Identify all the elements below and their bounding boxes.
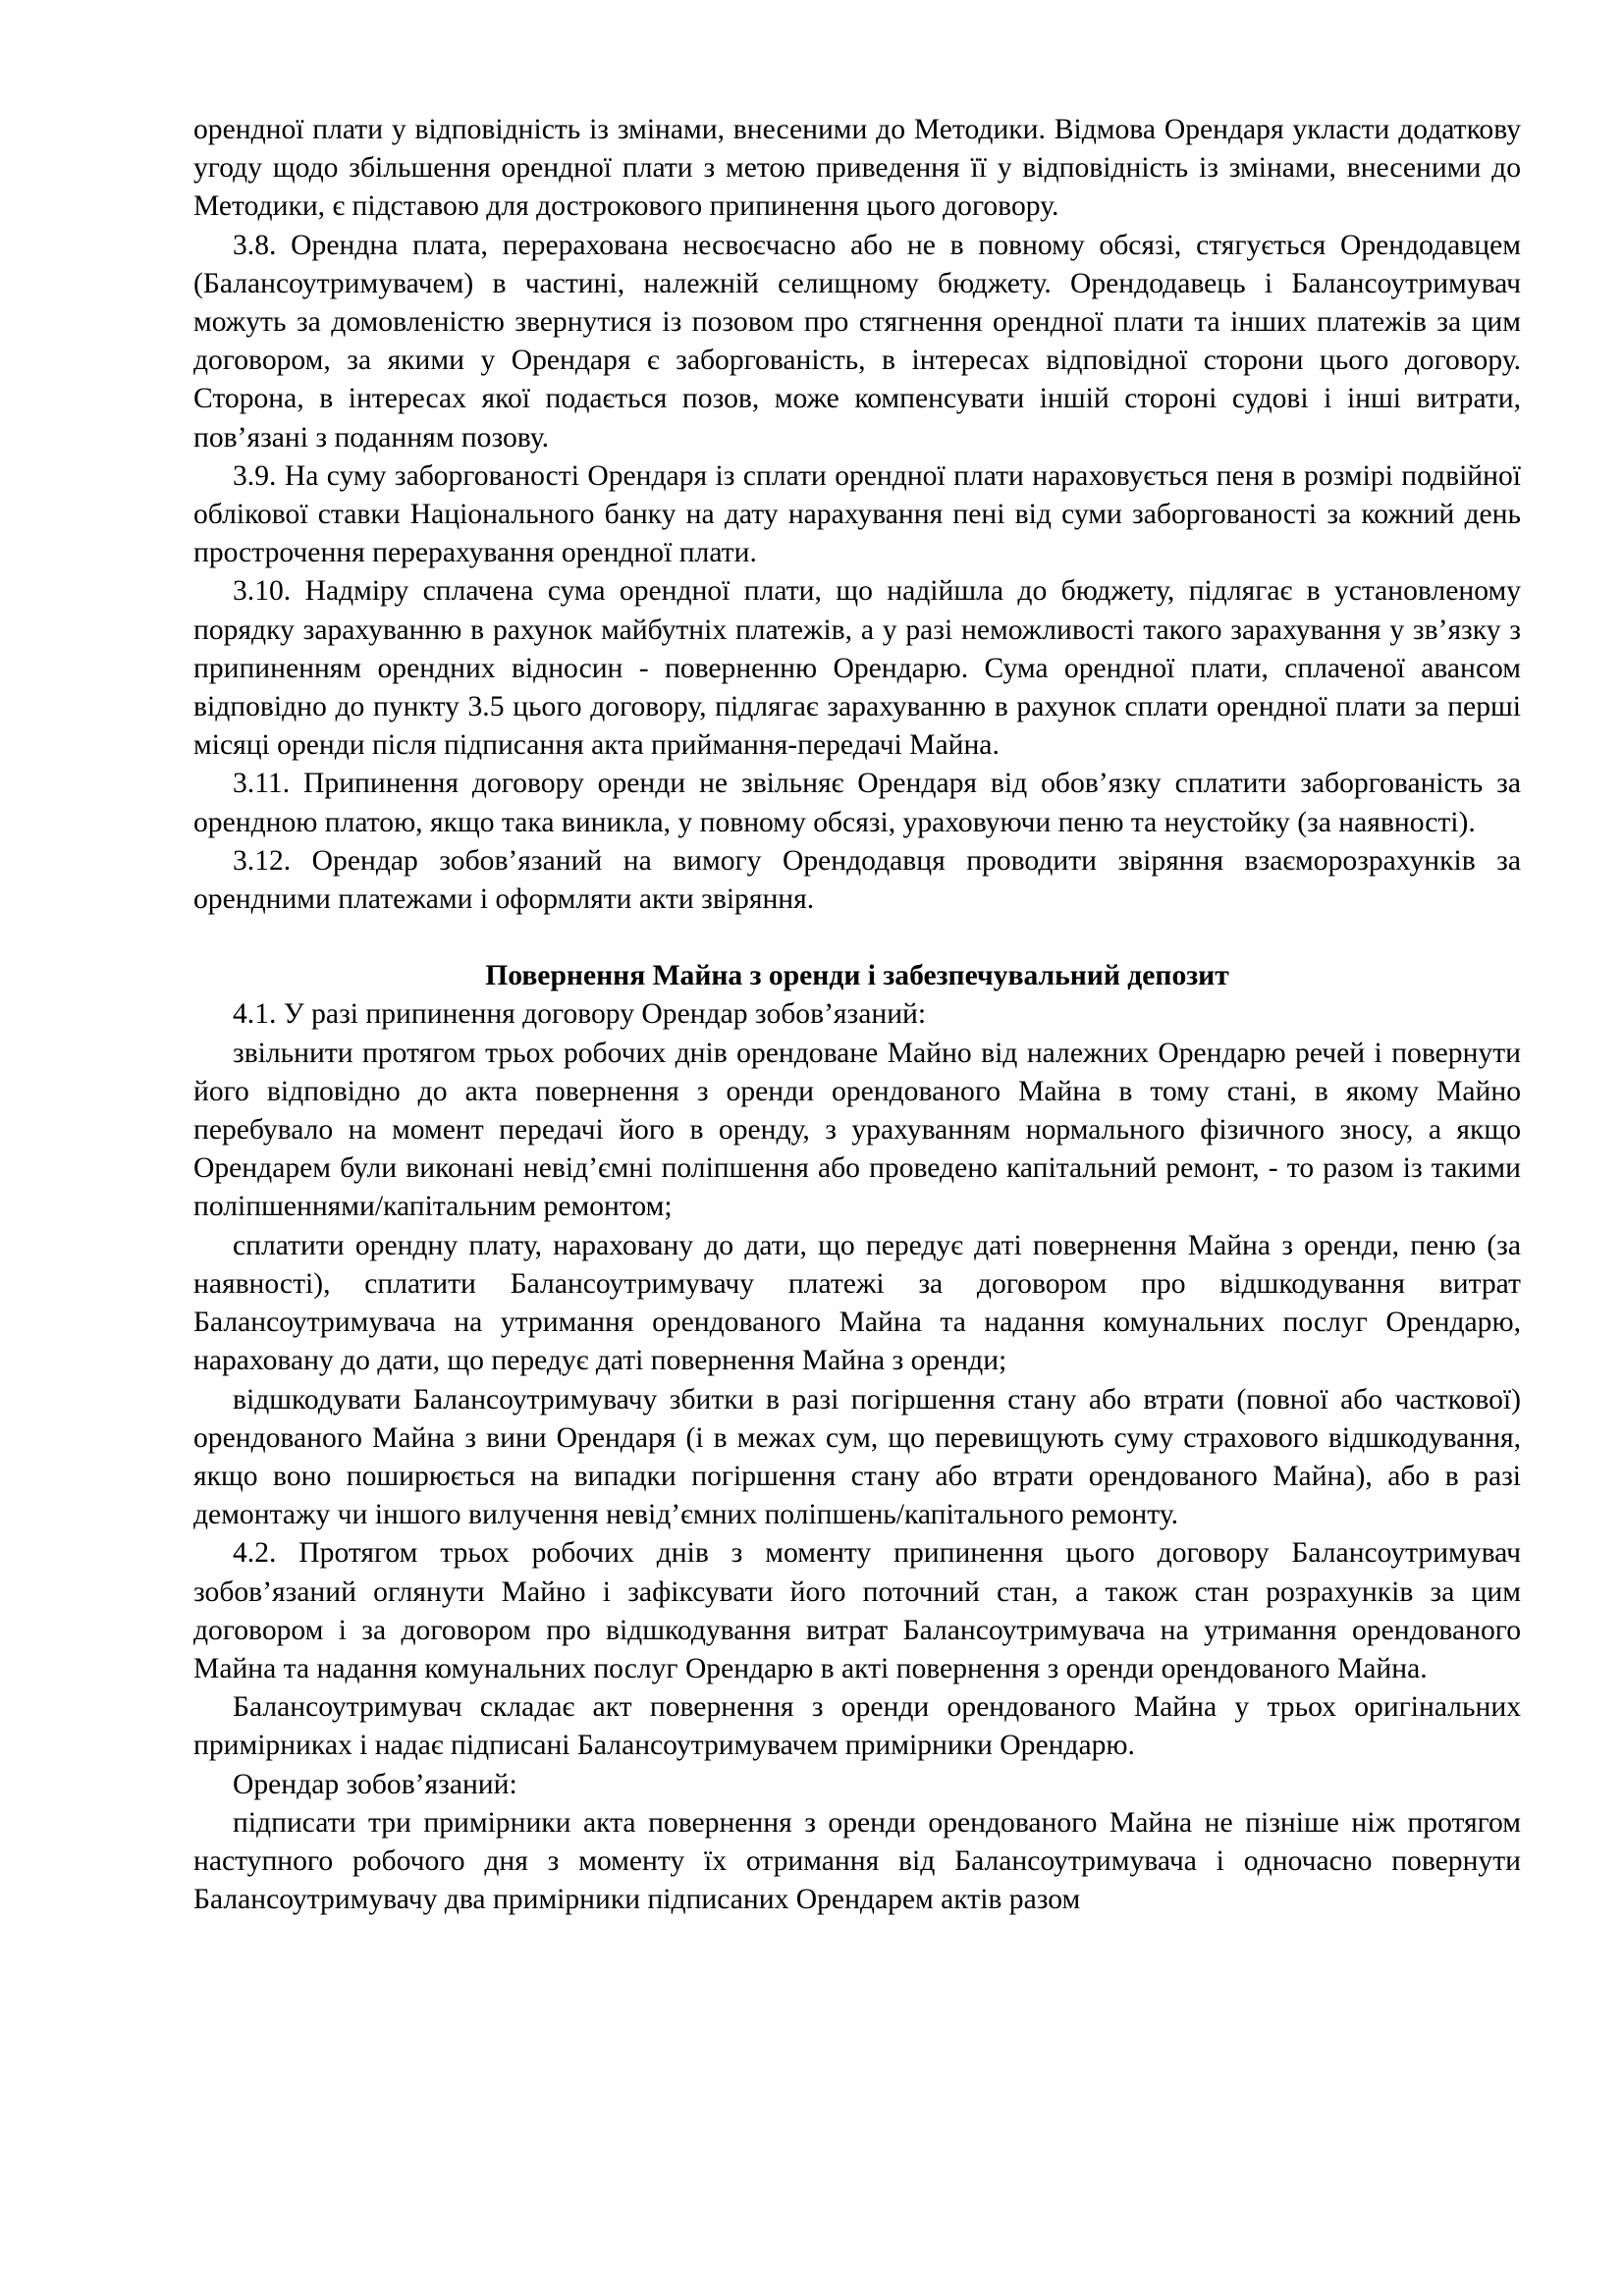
- paragraph-3-12: 3.12. Орендар зобов’язаний на вимогу Орендодавця проводити звіряння взаєморозрахунків за орендними платежами і оформляти акти звіряння.: [193, 844, 1521, 916]
- paragraph-release-property: звільнити протягом трьох робочих днів орендоване Майно від належних Орендарю речей і повернути його відповідно до акта повернення з оренди орендованого Майна в тому стані, в якому Майно перебувало на момент передачі його в оренду, з урахуванням нормального фізичного зносу, а якщо Орендарем були виконані невід’ємні поліпшення або проведено капітальний ремонт, - то разом із такими поліпшеннями/капітальним ремонтом;: [193, 1037, 1521, 1223]
- document-page: [193, 111, 1521, 1919]
- paragraph-return-act: Балансоутримувач складає акт повернення з оренди орендованого Майна у трьох оригінальних примірниках і надає підписані Балансоутримувачем примірники Орендарю.: [193, 1691, 1521, 1762]
- paragraph-3-11: 3.11. Припинення договору оренди не звільняє Орендаря від обов’язку сплатити заборгованість за орендною платою, якщо така виникла, у повному обсязі, ураховуючи пеню та неустойку (за наявності).: [193, 768, 1521, 838]
- paragraph-4-2: 4.2. Протягом трьох робочих днів з моменту припинення цього договору Балансоутримувач зобов’язаний оглянути Майно і зафіксувати його поточний стан, а також стан розрахунків за цим договором і за договором про відшкодування витрат Балансоутримувача на утримання орендованого Майна та надання комунальних послуг Орендарю в акті повернення з оренди орендованого Майна.: [193, 1537, 1521, 1684]
- paragraph-compensate-losses: відшкодувати Балансоутримувачу збитки в разі погіршення стану або втрати (повної або часткової) орендованого Майна з вини Орендаря (і в межах сум, що перевищують суму страхового відшкодування, якщо воно поширюється на випадки погіршення стану або втрати орендованого Майна), або в разі демонтажу чи іншого вилучення невід’ємних поліпшень/капітального ремонту.: [193, 1383, 1521, 1531]
- paragraph-3-10: 3.10. Надміру сплачена сума орендної плати, що надійшла до бюджету, підлягає в установленому порядку зарахуванню в рахунок майбутніх платежів, а у разі неможливості такого зарахування у зв’язку з припиненням орендних відносин - поверненню Орендарю. Сума орендної плати, сплаченої авансом відповідно до пункту 3.5 цього договору, підлягає зарахуванню в рахунок сплати орендної плати за перші місяці оренди після підписання акта приймання-передачі Майна.: [193, 575, 1521, 762]
- paragraphs-top: [193, 111, 1521, 919]
- paragraph-4-1: 4.1. У разі припинення договору Орендар зобов’язаний:: [233, 998, 927, 1031]
- paragraph-sign-copies: підписати три примірники акта повернення з оренди орендованого Майна не пізніше ніж протягом наступного робочого дня з моменту їх отримання від Балансоутримувача і одночасно повернути Балансоутримувачу два примірники підписаних Орендарем актів разом: [193, 1806, 1521, 1916]
- section-heading: Повернення Майна з оренди і забезпечувальний депозит: [485, 960, 1229, 992]
- paragraph-3-8: 3.8. Орендна плата, перерахована несвоєчасно або не в повному обсязі, стягується Орендодавцем (Балансоутримувачем) в частині, належній селищному бюджету. Орендодавець і Балансоутримувач можуть за домовленістю звернутися із позовом про стягнення орендної плати та інших платежів за цим договором, за якими у Орендаря є заборгованість, в інтересах відповідної сторони цього договору. Сторона, в інтересах якої подається позов, може компенсувати іншій стороні судові і інші витрати, пов’язані з поданням позову.: [193, 229, 1521, 454]
- paragraphs-bottom: [193, 995, 1521, 1919]
- paragraph-3-9: 3.9. На суму заборгованості Орендаря із сплати орендної плати нараховується пеня в розмірі подвійної облікової ставки Національного банку на дату нарахування пені від суми заборгованості за кожний день прострочення перерахування орендної плати.: [193, 459, 1521, 569]
- paragraph-continuation: орендної плати у відповідність із змінами, внесеними до Методики. Відмова Орендаря укласти додаткову угоду щодо збільшення орендної плати з метою приведення її у відповідність із змінами, внесеними до Методики, є підставою для дострокового припинення цього договору.: [193, 114, 1521, 223]
- paragraph-pay-rent: сплатити орендну плату, нараховану до дати, що передує даті повернення Майна з оренди, пеню (за наявності), сплатити Балансоутримувачу платежі за договором про відшкодування витрат Балансоутримувача на утримання орендованого Майна та надання комунальних послуг Орендарю, нараховану до дати, що передує даті повернення Майна з оренди;: [193, 1229, 1521, 1377]
- paragraph-tenant-obliged: Орендар зобов’язаний:: [233, 1768, 517, 1800]
